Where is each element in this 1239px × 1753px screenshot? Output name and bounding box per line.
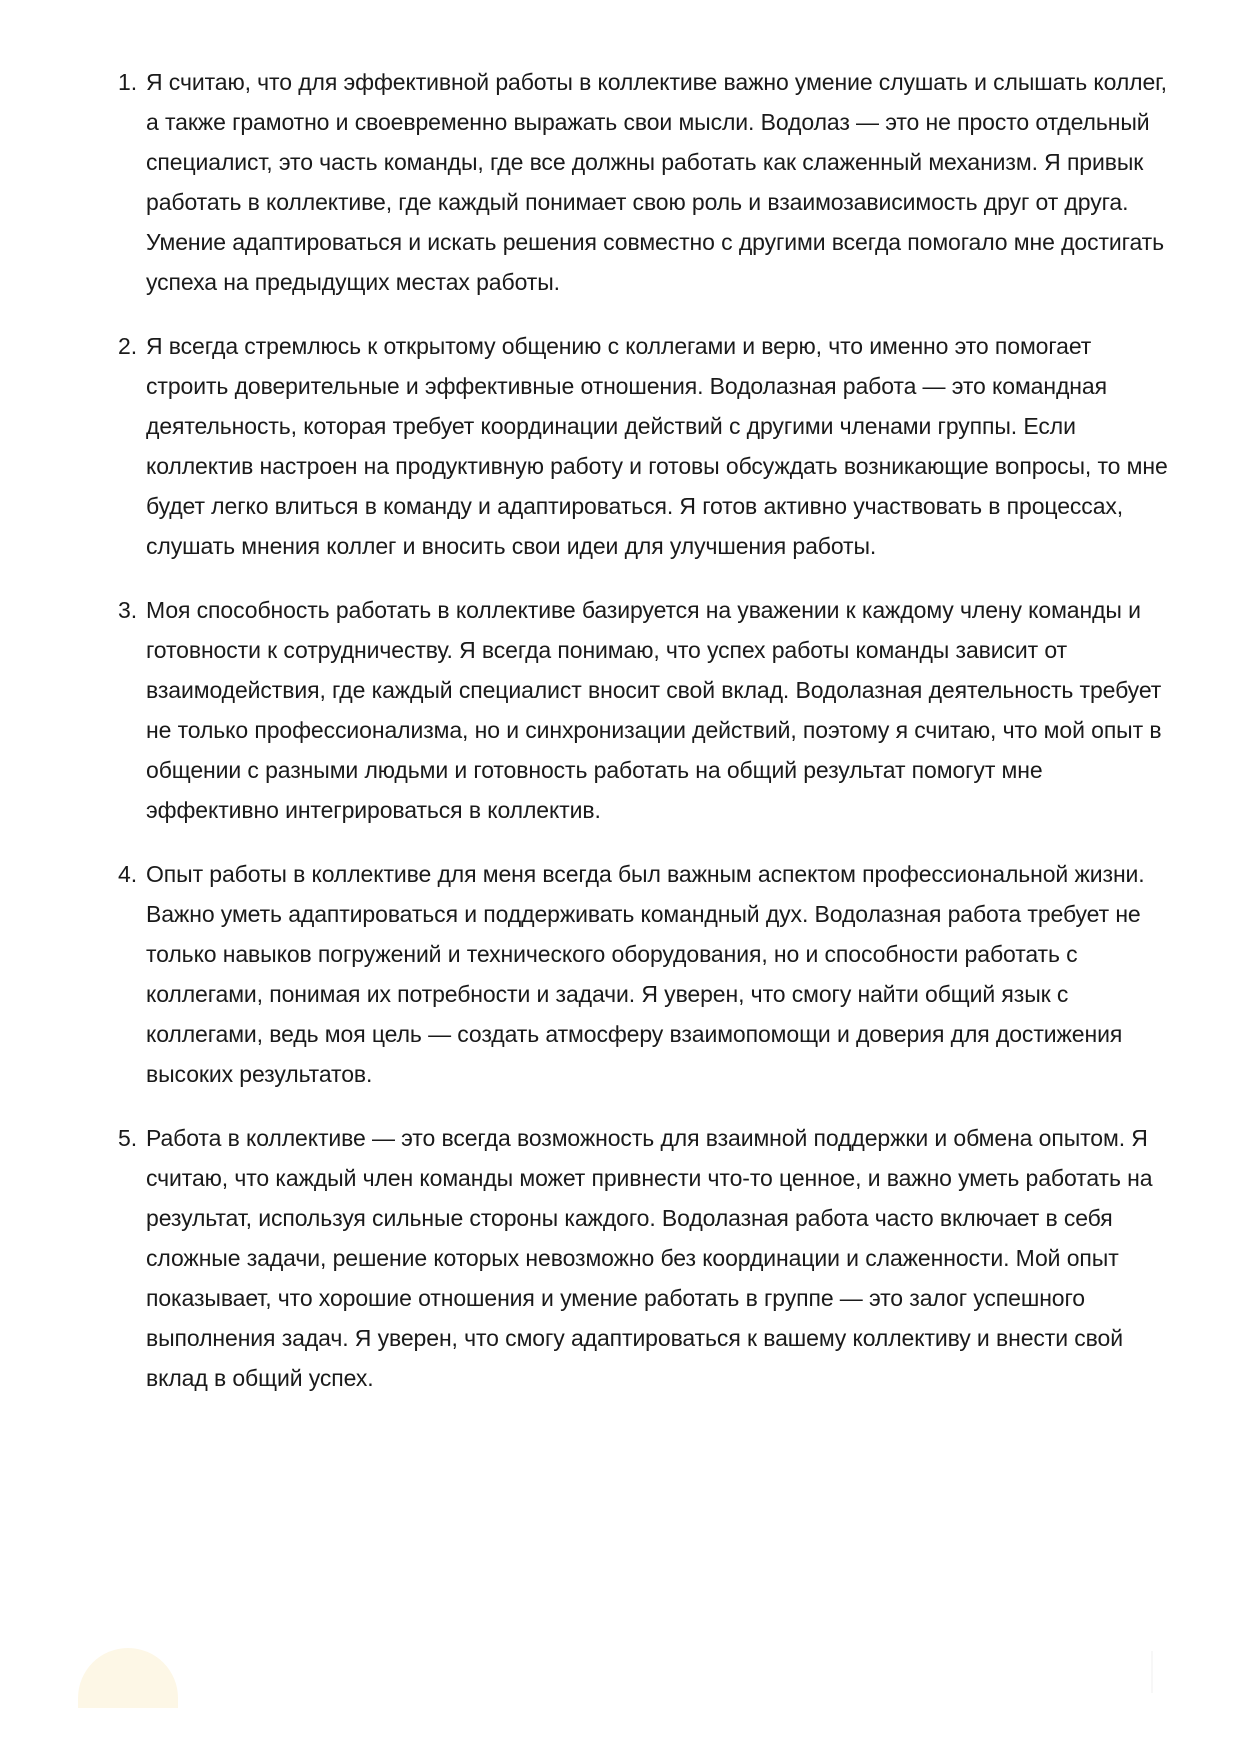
document-body — [118, 62, 1168, 1422]
list-item-text: Я всегда стремлюсь к открытому общению с коллегами и верю, что именно это помогает строить доверительные и эффективные отношения. Водолазная работа — это командная деятельность, которая требует координации действий с другими членами группы. Если коллектив настроен на продуктивную работу и готовы обсуждать возникающие вопросы, то мне будет легко влиться в команду и адаптироваться. Я готов активно участвовать в процессах, слушать мнения коллег и вносить свои идеи для улучшения работы. — [146, 333, 1168, 559]
list-item — [118, 326, 1168, 566]
list-item-text: Работа в коллективе — это всегда возможность для взаимной поддержки и обмена опытом. Я считаю, что каждый член команды может привнести что-то ценное, и важно уметь работать на результат, используя сильные стороны каждого. Водолазная работа часто включает в себя сложные задачи, решение которых невозможно без координации и слаженности. Мой опыт показывает, что хорошие отношения и умение работать в группе — это залог успешного выполнения задач. Я уверен, что смогу адаптироваться к вашему коллективу и внести свой вклад в общий успех. — [146, 1125, 1153, 1391]
list-item-text: Опыт работы в коллективе для меня всегда был важным аспектом профессиональной жизни. Важно уметь адаптироваться и поддерживать командный дух. Водолазная работа требует не только навыков погружений и технического оборудования, но и способности работать с коллегами, понимая их потребности и задачи. Я уверен, что смогу найти общий язык с коллегами, ведь моя цель — создать атмосферу взаимопомощи и доверия для достижения высоких результатов. — [146, 861, 1145, 1087]
list-item-text: Я считаю, что для эффективной работы в коллективе важно умение слушать и слышать коллег, а также грамотно и своевременно выражать свои мысли. Водолаз — это не просто отдельный специалист, это часть команды, где все должны работать как слаженный механизм. Я привык работать в коллективе, где каждый понимает свою роль и взаимозависимость друг от друга. Умение адаптироваться и искать решения совместно с другими всегда помогало мне достигать успеха на предыдущих местах работы. — [146, 69, 1167, 295]
numbered-list — [118, 62, 1168, 1398]
list-item — [118, 590, 1168, 830]
list-item-number: 2. — [118, 333, 137, 359]
list-item-text: Моя способность работать в коллективе базируется на уважении к каждому члену команды и готовности к сотрудничеству. Я всегда понимаю, что успех работы команды зависит от взаимодействия, где каждый специалист вносит свой вклад. Водолазная деятельность требует не только профессионализма, но и синхронизации действий, поэтому я считаю, что мой опыт в общении с разными людьми и готовность работать на общий результат помогут мне эффективно интегрироваться в коллектив. — [146, 597, 1162, 823]
list-item-number: 4. — [118, 861, 137, 887]
list-item — [118, 62, 1168, 302]
list-item-number: 3. — [118, 597, 137, 623]
page-edge-mark — [1151, 1651, 1153, 1693]
list-item — [118, 1118, 1168, 1398]
decorative-blob — [78, 1648, 178, 1708]
list-item — [118, 854, 1168, 1094]
list-item-number: 5. — [118, 1125, 137, 1151]
list-item-number: 1. — [118, 69, 137, 95]
